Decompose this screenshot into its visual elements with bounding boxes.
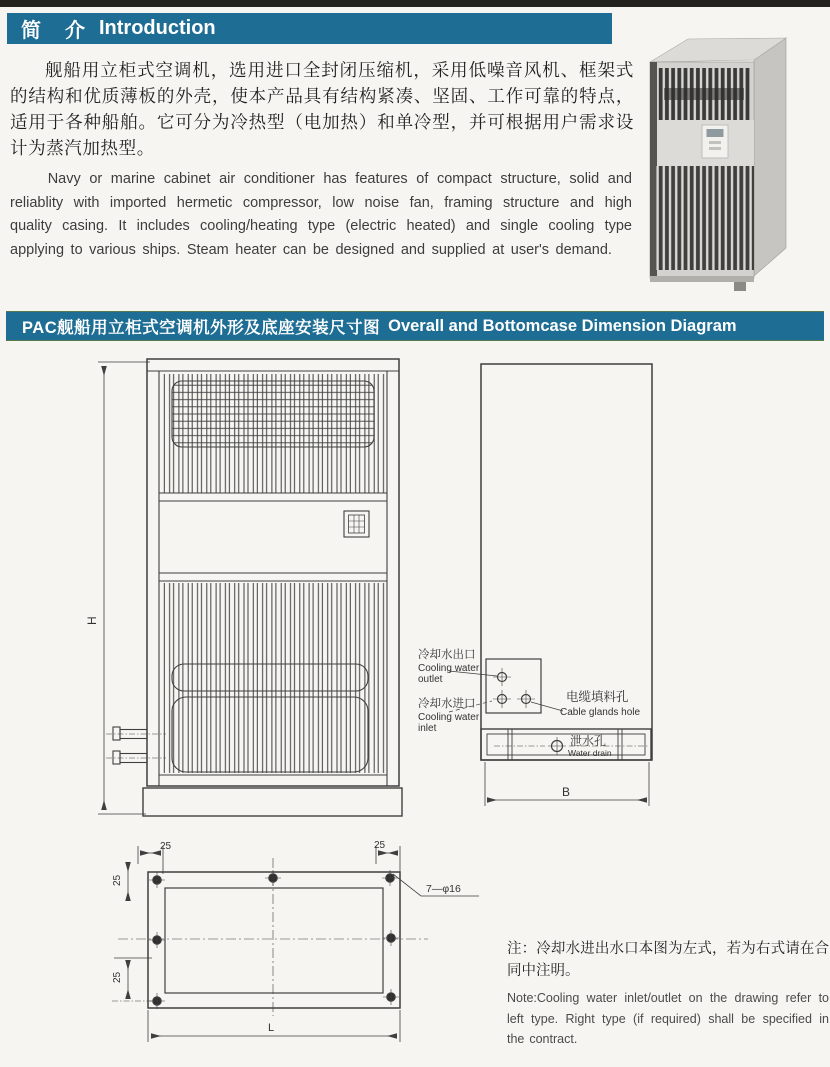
section-title-zh: 简 介 [21,20,87,42]
control-panel [657,120,754,166]
cooling-inlet-label-zh: 冷却水进口 [418,698,476,710]
side-view-drawing [449,364,652,806]
cabinet-air-conditioner [650,38,786,291]
dim-left-lower-label: 25 [112,971,123,983]
water-drain-label-zh: 泄水孔 [570,734,607,748]
length-dim-label: L [268,1022,275,1034]
mounting-holes [149,870,399,1009]
section-title-en: Introduction [99,17,216,39]
front-controller-box [344,511,369,537]
width-dim-label: B [562,785,571,799]
intro-paragraph-chinese: 舰船用立柜式空调机，选用进口全封闭压缩机，采用低噪音风机、框架式的结构和优质薄板的外壳，使本产品具有结构紧凑、坚固、工作可靠的特点，适用于各种船舶。它可分为冷热型（电加热）和单冷型，并可根据用户需求设计为蒸汽加热型。 [10,60,634,158]
side-base-band [481,729,651,760]
cooling-inlet-label-en2: inlet [418,723,437,734]
holes-callout-label: 7—φ16 [426,883,461,895]
water-connection-panel [486,659,541,713]
width-dimension [485,762,649,806]
water-pipe-stubs [106,727,166,764]
height-dimension [98,362,150,814]
product-photo [636,8,796,298]
dim-left-upper-label: 25 [112,874,123,886]
cooling-inlet-label-en1: Cooling water [418,712,480,723]
footnote-english: Note:Cooling water inlet/outlet on the drawing refer to left type. Right type (if required) shall be specified in the contract. [507,991,829,1046]
top-air-grille [658,68,750,120]
cable-glands-label-en: Cable glands hole [560,707,641,718]
cooling-outlet-label-zh: 冷却水出口 [418,649,476,661]
diagram-title-en: Overall and Bottomcase Dimension Diagram [388,316,737,335]
intro-paragraph-english: Navy or marine cabinet air conditioner has features of compact structure, solid and reliablity with imported hermetic compressor, low noise fan, framing structure and high quality casing. It includes cooling/heating type (electric heated) and single cooling type applying to various ships. Steam heater can be designed and supplied at user's demand. [10,171,632,258]
dim-top-left-label: 25 [160,841,172,852]
plan-dimension-labels [112,840,461,1034]
water-drain-label-en: Water drain [568,748,612,758]
section-header-dimension-diagram [6,311,824,341]
front-top-grille [162,374,386,493]
front-view-drawing [85,359,402,816]
cooling-outlet-label-en1: Cooling water [418,663,480,674]
cooling-outlet-label-en2: outlet [418,674,443,685]
bottom-air-grille [656,166,754,270]
page-top-rule [0,0,830,7]
section-header-introduction [7,13,612,44]
front-base-plinth [143,788,402,816]
height-dim-label: H [85,616,99,625]
footnote [507,938,829,1050]
dim-top-right-label: 25 [374,840,386,851]
cable-glands-label-zh: 电缆填料孔 [566,690,629,704]
footnote-chinese: 注：冷却水进出水口本图为左式，若为右式请在合同中注明。 [507,941,829,979]
front-bottom-grille [162,583,386,773]
diagram-title-zh: PAC舰船用立柜式空调机外形及底座安装尺寸图 [22,319,381,337]
bottomcase-plan-drawing [112,846,479,1042]
